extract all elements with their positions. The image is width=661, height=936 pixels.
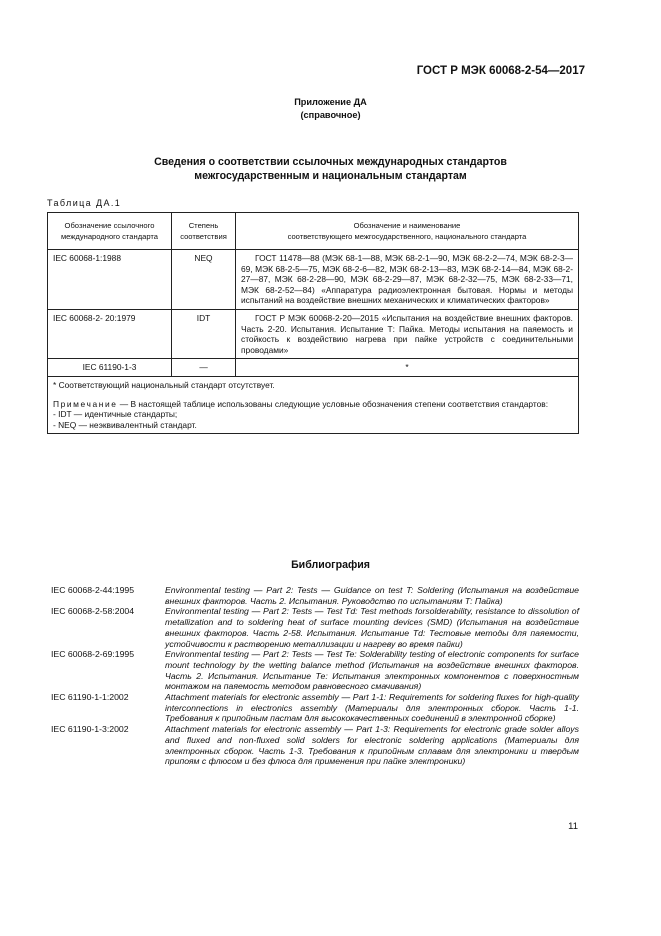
bibliography-title: Библиография bbox=[291, 559, 370, 571]
table-label: Таблица ДА.1 bbox=[47, 198, 122, 208]
annex-title: Приложение ДА bbox=[294, 97, 367, 107]
annex-subtitle: (справочное) bbox=[300, 110, 361, 120]
page-number: 11 bbox=[568, 821, 578, 832]
cell-standard: IEC 60068-1:1988 bbox=[48, 250, 172, 310]
standard-header: ГОСТ Р МЭК 60068-2-54—2017 bbox=[416, 65, 585, 77]
annex-title-line-1: Сведения о соответствии ссылочных международных стандартов bbox=[154, 156, 507, 168]
cell-designation: ГОСТ Р МЭК 60068-2-20—2015 «Испытания на воздействие внешних факторов. Часть 2-20. Испытания. Испытание Т: Пайка. Методы испытания на паяемость и стойкость к воздействию нагрева при пайке устройств с соединительными проводами» bbox=[236, 309, 579, 358]
note-text: — В настоящей таблице использованы следующие условные обозначения степени соответствия стандартов: bbox=[117, 398, 549, 409]
table-notes bbox=[48, 376, 579, 433]
cell-designation: ГОСТ 11478—88 (МЭК 68-1—88, МЭК 68-2-1—90, МЭК 68-2-2—74, МЭК 68-2-3—69, МЭК 68-2-5—75, МЭК 68-2-6—82, МЭК 68-2-13—83, МЭК 68-2-14—84, МЭК 68-2-27—87, МЭК 68-2-28—90, МЭК 68-2-29—87, МЭК 68-2-32—75, МЭК 68-2-33—71, МЭК 68-2-52—84) «Аппаратура радиоэлектронная бытовая. Нормы и методы испытаний на воздействие внешних механических и климатических факторов» bbox=[236, 250, 579, 310]
bibliography-code: IEC 61190-1-3:2002 bbox=[51, 724, 129, 735]
table-header-row bbox=[48, 213, 579, 250]
correspondence-table bbox=[47, 212, 579, 434]
bibliography-code: IEC 60068-2-58:2004 bbox=[51, 606, 135, 617]
annex-title-line-2: межгосударственным и национальным стандартам bbox=[194, 170, 467, 182]
table-note bbox=[53, 399, 573, 410]
correspondence-table-wrapper bbox=[47, 212, 579, 434]
bibliography-text: Attachment materials for electronic assembly — Part 1-3: Requirements for electronic grade solder alloys and fluxed and non-fluxed solid solders for electronic soldering applications (Материалы для электронных сборок. Часть 1-3. Требования к припойным сплавам для электроники и твердым припоям с флюсом и без флюса для применения при пайке электроники) bbox=[165, 724, 579, 767]
bibliography-code: IEC 60068-2-44:1995 bbox=[51, 585, 135, 595]
header-col-designation: Обозначение и наименование соответствующего межгосударственного, национального стандарта bbox=[236, 213, 579, 250]
cell-degree: — bbox=[172, 359, 236, 377]
annex-section-title bbox=[0, 155, 661, 183]
header-col-standard: Обозначение ссылочного международного стандарта bbox=[48, 213, 172, 250]
bibliography-entry bbox=[51, 606, 579, 649]
bibliography-entry bbox=[51, 649, 579, 692]
cell-degree: IDT bbox=[172, 309, 236, 358]
table-row bbox=[48, 250, 579, 310]
note-item: - NEQ — неэквивалентный стандарт. bbox=[53, 419, 197, 430]
bibliography-code: IEC 60068-2-69:1995 bbox=[51, 649, 135, 660]
bibliography-text: Environmental testing — Part 2: Tests — Test Td: Test methods forsolderability, resistance to dissolution of metallization and to soldering heat of surface mounting devices (SMD) (Испытания на воздействие внешних факторов. Часть 2-58. Испытания. Испытание Td: Тестовые методы для паяемости, устойчивости к растворению металлизации и нагреву во время пайки) bbox=[165, 606, 579, 649]
note-label: Примечание bbox=[53, 398, 118, 409]
bibliography-text: Environmental testing — Part 2: Tests — Guidance on test T: Soldering (Испытания на воздействие внешних факторов. Часть 2. Испытания. Руководство по испытаниям Т: Пайка) bbox=[165, 585, 579, 606]
cell-standard: IEC 61190-1-3 bbox=[48, 359, 172, 377]
table-footnote: * Соответствующий национальный стандарт отсутствует. bbox=[53, 379, 275, 390]
bibliography-text: Attachment materials for electronic assembly — Part 1-1: Requirements for soldering fluxes for high-quality interconnections in electronics assembly (Материалы для электронных сборок. Часть 1-1. Требования к припойным пастам для высококачественных соединений в электронной сборке) bbox=[165, 692, 579, 724]
annex-heading bbox=[0, 96, 661, 122]
bibliography-text: Environmental testing — Part 2: Tests — Test Te: Solderability testing of electronic components for surface mount technology by the wetting balance method (Испытания на воздействие внешних факторов. Часть 2. Испытания. Испытание Те: Испытания электронных компонентов с поверхностным монтажом на паяемость методом равновесного смачивания) bbox=[165, 649, 579, 692]
table-row bbox=[48, 309, 579, 358]
note-item: - IDT — идентичные стандарты; bbox=[53, 409, 178, 420]
table-notes-row bbox=[48, 376, 579, 433]
cell-designation: * bbox=[236, 359, 579, 377]
table-row bbox=[48, 359, 579, 377]
bibliography-entry bbox=[51, 692, 579, 724]
cell-standard: IEC 60068-2- 20:1979 bbox=[48, 309, 172, 358]
cell-degree: NEQ bbox=[172, 250, 236, 310]
bibliography-code: IEC 61190-1-1:2002 bbox=[51, 692, 129, 703]
header-col-degree: Степень соответствия bbox=[172, 213, 236, 250]
bibliography-entry bbox=[51, 585, 579, 606]
bibliography-list bbox=[51, 585, 579, 767]
bibliography-entry bbox=[51, 724, 579, 767]
